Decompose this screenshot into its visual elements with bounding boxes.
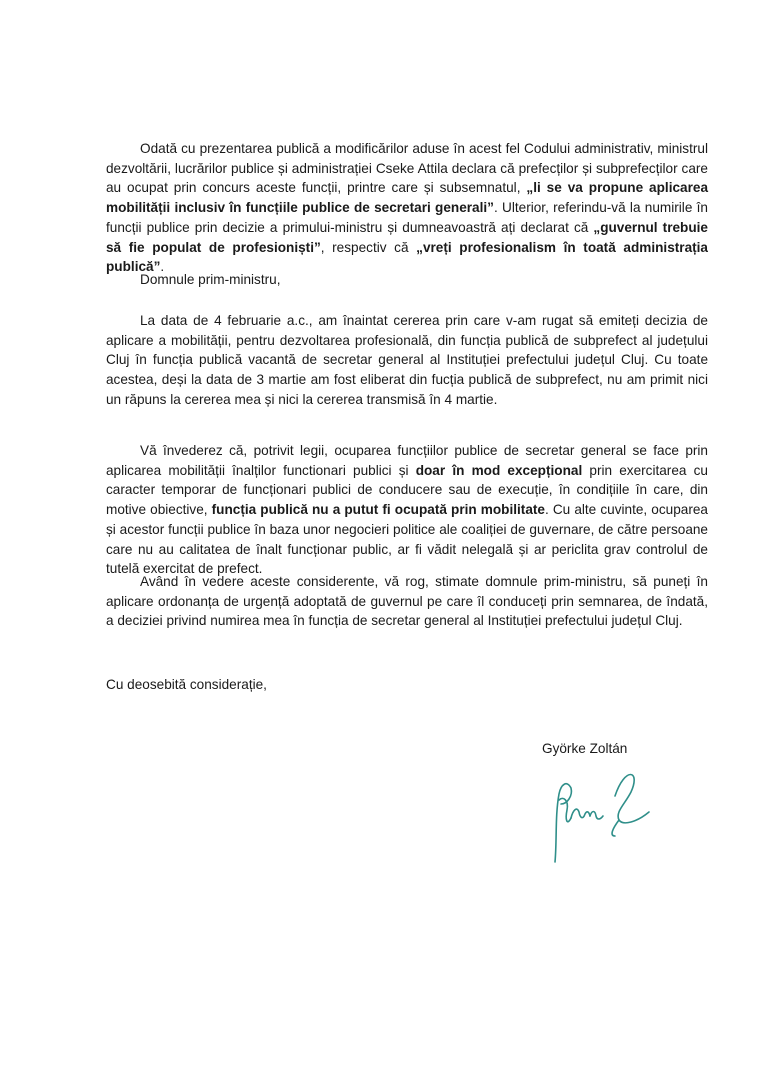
paragraph-1-text-2: . Ulterior, referindu-vă la numirile în funcții publice prin decizie a primului-ministru și dumneavoastră ați declarat că xyxy=(106,200,708,235)
paragraph-3-bold-2: funcția publică nu a putut fi ocupată prin mobilitate xyxy=(211,502,545,518)
paragraph-1-text-3: , respectiv că xyxy=(320,239,417,255)
paragraph-2 xyxy=(106,311,708,410)
paragraph-1-quote-1: „li se va propune aplicarea mobilității inclusiv în funcțiile publice de secretari generali” xyxy=(106,180,709,216)
paragraph-3 xyxy=(106,441,708,579)
closing-line: Cu deosebită considerație, xyxy=(106,677,267,692)
handwritten-signature xyxy=(545,760,675,870)
paragraph-3-text-1: Vă învederez că, potrivit legii, ocuparea funcțiilor publice de secretar general se face prin aplicarea mobilității înalților functionari publici și xyxy=(106,443,708,478)
paragraph-1-text-4: . xyxy=(160,259,165,275)
paragraph-1 xyxy=(106,139,708,277)
paragraph-4-text: Având în vedere aceste considerente, vă rog, stimate domnule prim-ministru, să puneți în aplicare ordonanța de urgență adoptată de guvernul pe care îl conduceți prin semnarea, de îndată, a deciziei privind numirea mea în funcția de secretar general al Instituției prefectului județul Cluj. xyxy=(106,574,708,629)
paragraph-3-bold-1: doar în mod excepțional xyxy=(415,462,583,478)
paragraph-4 xyxy=(106,572,708,631)
paragraph-1-quote-3: „vreți profesionalism în toată administrația publică” xyxy=(106,239,708,275)
paragraph-2-text: La data de 4 februarie a.c., am înaintat cererea prin care v-am rugat să emiteți decizia de aplicare a mobilității, pentru dezvoltarea profesională, din funcția publică de subprefect al județului Cluj în funcția publică vacantă de secretar general al Instituției prefectului județul Cluj. Cu toate acestea, deși la data de 3 martie am fost eliberat din fucția publică de subprefect, nu am primit nici un răpuns la cererea mea și nici la cererea transmisă în 4 martie. xyxy=(106,313,708,407)
signer-name: Györke Zoltán xyxy=(542,741,628,756)
paragraph-3-text-3: . Cu alte cuvinte, ocuparea și acestor funcții publice în baza unor negocieri politice ale coaliției de guvernare, de către persoane care nu au calitatea de înalt funcționar public, ar fi vădit nelegală și ar periclita grav controlul de tutelă exercitat de prefect. xyxy=(106,502,708,577)
salutation xyxy=(106,270,708,290)
paragraph-1-quote-2: „guvernul trebuie să fie populat de profesioniști” xyxy=(106,219,708,255)
paragraph-3-text-2: prin exercitarea cu caracter temporar de funcționari publici de conducere sau de execuție, în condițiile în care, din motive obiective, xyxy=(106,462,708,518)
paragraph-1-text-1: Odată cu prezentarea publică a modificărilor aduse în acest fel Codului administrativ, ministrul dezvoltării, lucrărilor publice și administrației Cseke Attila declara că prefecților și subprefecților care au ocupat prin concurs aceste funcții, printre care și subsemnatul, xyxy=(106,141,708,196)
salutation-text: Domnule prim-ministru, xyxy=(140,272,281,287)
